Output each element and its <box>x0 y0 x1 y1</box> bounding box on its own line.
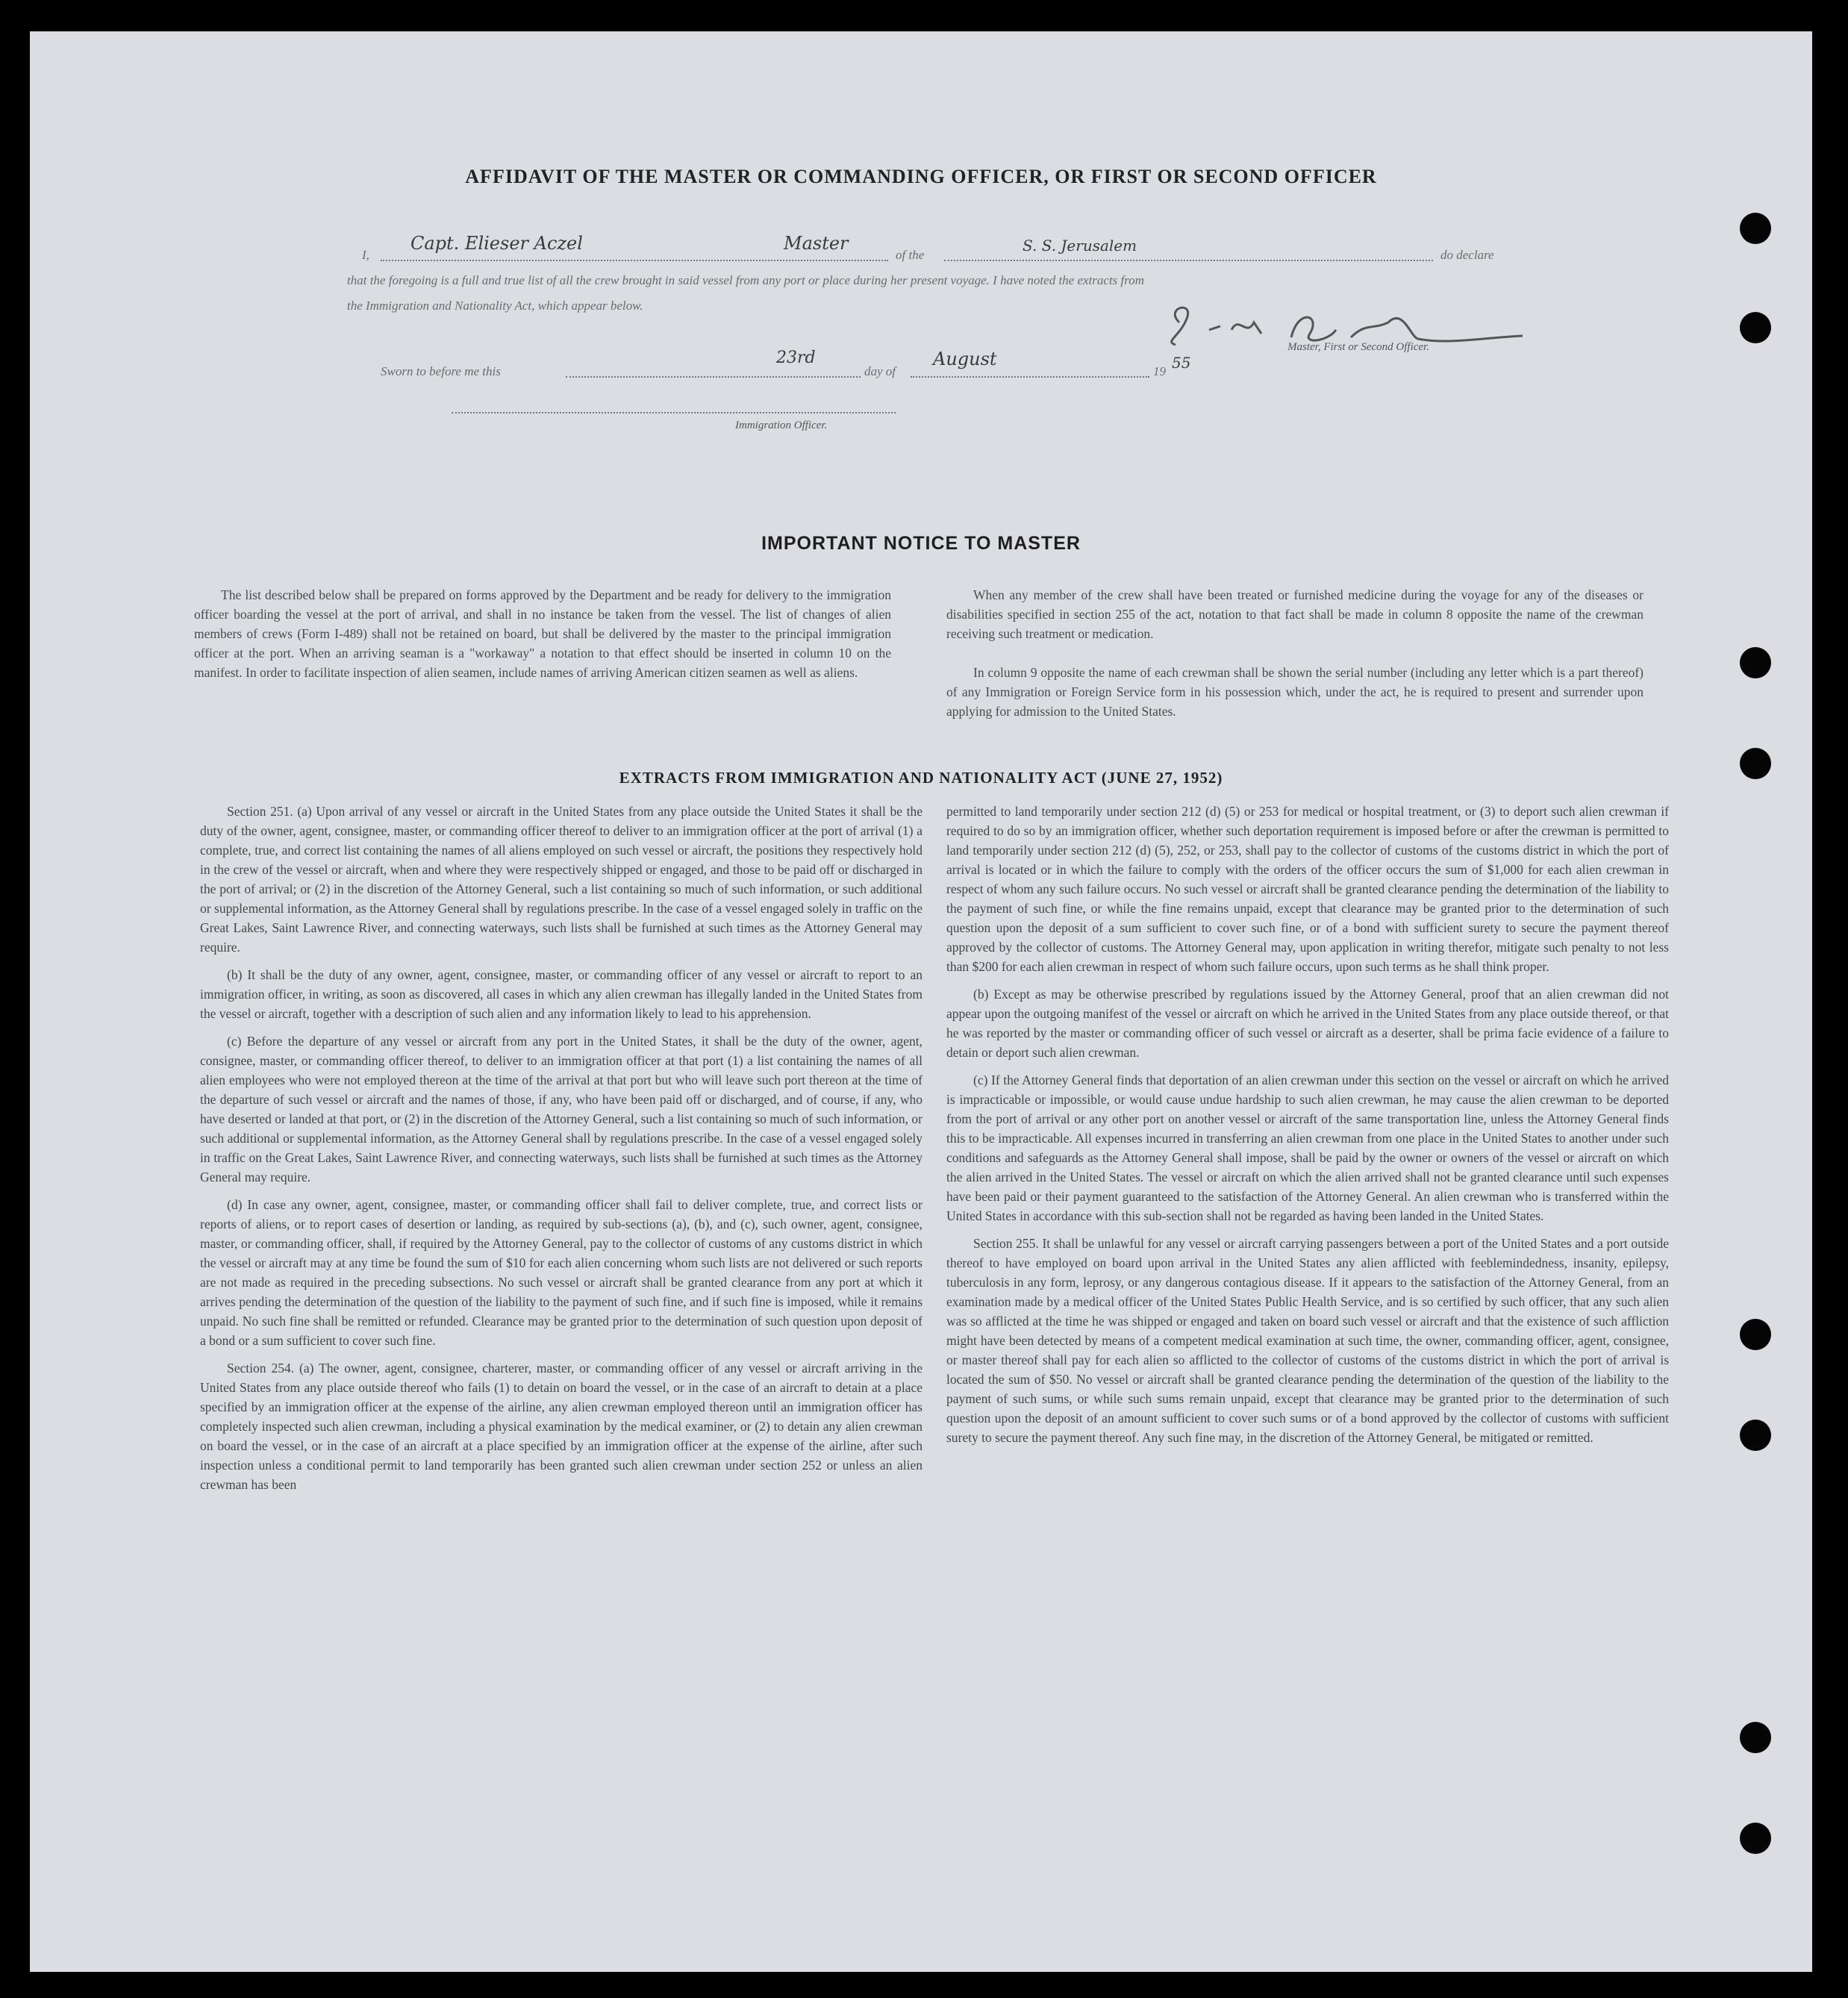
section-255: Section 255. It shall be unlawful for any vessel or aircraft carrying passengers between a port of the United States and a port outside thereof to have employed on board upon arrival in the United States any alien afflicted with feeblemindedness, insanity, epilepsy, tuberculosis in any form, leprosy, or any dangerous contagious disease. If it appears to the satisfaction of the Attorney General, from an examination made by a medical officer of the United States Public Health Service, and is so certified by such officer, that any such alien was so afflicted at the time he was shipped or engaged and taken on board such vessel or aircraft and that the existence of such affliction might have been detected by means of a competent medical examination at such time, the owner, commanding officer, agent, consignee, or master thereof shall pay for each alien so afflicted to the collector of customs of the customs district in which the port of arrival is located the sum of $50. No vessel or aircraft shall be granted clearance pending the determination of the question of the liability to the payment of such sums, or while such sums remain unpaid, except that clearance may be granted prior to the determination of such question upon the deposit of an amount sufficient to cover such sums or of a bond approved by the collector of customs with sufficient surety to secure the payment thereof. Any such fine may, in the discretion of the Attorney General, be mitigated or remitted. <box>946 1236 1669 1445</box>
officer-fill-line <box>452 412 896 413</box>
extracts-right-column <box>946 802 1669 1455</box>
sworn-day: 23rd <box>776 349 816 367</box>
name-fill-line <box>381 260 888 261</box>
punch-hole <box>1740 213 1771 244</box>
notice-title: IMPORTANT NOTICE TO MASTER <box>761 533 1081 554</box>
affidavit-title: AFFIDAVIT OF THE MASTER OR COMMANDING OFFICER, OR FIRST OR SECOND OFFICER <box>465 166 1377 187</box>
extracts-title: EXTRACTS FROM IMMIGRATION AND NATIONALITY ACT (JUNE 27, 1952) <box>619 769 1223 787</box>
declaration-line-3: the Immigration and Nationality Act, which appear below. <box>347 299 643 313</box>
declaration-prefix: I, <box>362 248 369 262</box>
punch-hole <box>1740 1722 1771 1753</box>
document-page <box>30 31 1812 1972</box>
sworn-year: 55 <box>1172 354 1191 372</box>
punch-hole <box>1740 312 1771 343</box>
of-the-label: of the <box>896 248 925 262</box>
declaration-line-2: that the foregoing is a full and true list of all the crew brought in said vessel from any port or place during her present voyage. I have noted the extracts from <box>347 273 1145 287</box>
section-254-b: (b) Except as may be otherwise prescribed by regulations issued by the Attorney General, proof that an alien crewman did not appear upon the outgoing manifest of the vessel or aircraft on which he arrived in the United States from any place outside thereof, or that he was reported by the master or commanding officer of such vessel or aircraft as a deserter, shall be prima facie evidence of a failure to detain or deport such alien crewman. <box>946 987 1669 1060</box>
section-254-a: Section 254. (a) The owner, agent, consignee, charterer, master, or commanding officer of any vessel or aircraft arriving in the United States from any place outside thereof who fails (1) to detain on board the vessel, or in the case of an aircraft to detain at a place specified by an immigration officer at the expense of the airline, any alien crewman employed thereon until an immigration officer has completely inspected such alien crewman, including a physical examination by the medical examiner, or (2) to detain any alien crewman on board the vessel, or in the case of an aircraft at a place specified by an immigration officer at the expense of the airline, after such inspection unless a conditional permit to land temporarily has been granted such alien crewman under section 252 or unless an alien crewman has been <box>200 1361 923 1492</box>
notice-right-paragraph-1: When any member of the crew shall have been treated or furnished medicine during the voyage for any of the diseases or disabilities specified in section 255 of the act, notation to that fact shall be made in column 8 opposite the name of the crewman receiving such treatment or medication. <box>946 587 1643 641</box>
sworn-month: August <box>933 349 997 369</box>
section-251-d: (d) In case any owner, agent, consignee, master, or commanding officer shall fail to deliver complete, true, and correct lists or reports of aliens, or to report cases of desertion or landing, as required by sub-sections (a), (b), and (c), such owner, agent, consignee, master, or commanding officer, shall, if required by the Attorney General, pay to the collector of customs of any customs district in which the vessel or aircraft may at any time be found the sum of $10 for each alien concerning whom such lists are not delivered or such reports are not made as required in the preceding subsections. No such vessel or aircraft shall be granted clearance from any port at which it arrives pending the determination of the question of the liability to the payment of such fine, and if such fine is imposed, while it remains unpaid. No such fine shall be remitted or refunded. Clearance may be granted prior to the determination of such question upon deposit of a bond or a sum sufficient to cover such fine. <box>200 1197 923 1348</box>
notice-right-paragraph-2: In column 9 opposite the name of each crewman shall be shown the serial number (including any letter which is a part thereof) of any Immigration or Foreign Service form in his possession which, under the act, he is required to present and surrender upon applying for admission to the United States. <box>946 665 1643 719</box>
year-prefix: 19 <box>1153 364 1166 378</box>
month-fill-line <box>911 376 1149 378</box>
master-signature <box>1149 285 1538 367</box>
master-name: Capt. Elieser Aczel <box>411 233 583 254</box>
do-declare-label: do declare <box>1440 248 1494 262</box>
section-251-b: (b) It shall be the duty of any owner, agent, consignee, master, or commanding officer of any vessel or aircraft to report to an immigration officer, in writing, as soon as discovered, all cases in which any alien crewman has illegally landed in the United States from the vessel or aircraft, together with a description of such alien and any information likely to lead to his apprehension. <box>200 967 923 1021</box>
punch-hole <box>1740 647 1771 678</box>
section-251-c: (c) Before the departure of any vessel or aircraft from any port in the United States, it shall be the duty of the owner, agent, consignee, master, or commanding officer thereof, to deliver to an immigration officer at that port (1) a list containing the names of all alien employees who were not employed thereon at the time of the arrival at that port but who will leave such port thereon at the time of the departure of such vessel or aircraft and the names of those, if any, who have been paid off or discharged, and of course, if any, who have deserted or landed at that port, or (2) in the discretion of the Attorney General, such a list containing so much of such information, or such additional or supplemental information, as the Attorney General shall by regulations prescribe. In the case of a vessel engaged solely in traffic on the Great Lakes, Saint Lawrence River, and connecting waterways, such lists shall be furnished at such times as the Attorney General may require. <box>200 1034 923 1184</box>
section-251-a: Section 251. (a) Upon arrival of any vessel or aircraft in the United States from any place outside the United States it shall be the duty of the owner, agent, consignee, master, or commanding officer thereof to deliver to an immigration officer at the port of arrival (1) a complete, true, and correct list containing the names of all aliens employed on such vessel or aircraft, the positions they respectively hold in the crew of the vessel or aircraft, when and where they were respectively shipped or engaged, and those to be paid off or discharged in the port of arrival; or (2) in the discretion of the Attorney General, such a list containing so much of such information, or such additional or supplemental information, as the Attorney General shall by regulations prescribe. In the case of a vessel engaged solely in traffic on the Great Lakes, Saint Lawrence River, and connecting waterways, such lists shall be furnished at such times as the Attorney General may require. <box>200 804 923 955</box>
sworn-prefix: Sworn to before me this <box>381 364 501 378</box>
officer-caption: Immigration Officer. <box>735 419 828 431</box>
vessel-name: S. S. Jerusalem <box>1023 237 1137 255</box>
punch-hole <box>1740 1823 1771 1854</box>
day-of-label: day of <box>864 364 896 378</box>
master-rank: Master <box>784 233 849 254</box>
master-caption: Master, First or Second Officer. <box>1287 341 1429 353</box>
punch-hole <box>1740 1319 1771 1350</box>
section-254-a-continued: permitted to land temporarily under section 212 (d) (5) or 253 for medical or hospital treatment, or (3) to deport such alien crewman if required to do so by an immigration officer, whether such deportation requirement is imposed before or after the crewman is permitted to land temporarily under section 212 (d) (5), 252, or 253, shall pay to the collector of customs of the customs district in which the port of arrival is located or in which the failure to comply with the orders of the officer occurs the sum of $1,000 for each alien crewman in respect of whom any such failure occurs. No such vessel or aircraft shall be granted clearance pending the determination of the liability to the payment of such fine, or while the fine remains unpaid, except that clearance may be granted prior to the determination of such question upon the deposit of a sum sufficient to cover such fine, or of a bond with sufficient surety to secure the payment thereof approved by the collector of customs. The Attorney General may, upon application in writing therefor, mitigate such penalty to not less than $200 for each alien crewman in respect of whom such failure occurs, upon such terms as he shall think proper. <box>946 804 1669 974</box>
day-fill-line <box>566 376 861 378</box>
punch-hole <box>1740 1420 1771 1451</box>
section-254-c: (c) If the Attorney General finds that deportation of an alien crewman under this section on the vessel or aircraft on which he arrived is impracticable or impossible, or would cause undue hardship to such alien crewman, he may cause the alien crewman to be deported from the port of arrival or any other port on another vessel or aircraft of the same transportation line, unless the Attorney General finds this to be impracticable. All expenses incurred in transferring an alien crewman from one place in the United States to another under such conditions and safeguards as the Attorney General shall impose, shall be paid by the owner or owners of the vessel or aircraft on which the alien arrived in the United States. The vessel or aircraft on which the alien arrived shall not be granted clearance until such expenses have been paid or their payment guaranteed to the satisfaction of the Attorney General. An alien crewman who is transferred within the United States in accordance with this sub-section shall not be regarded as having been landed in the United States. <box>946 1073 1669 1223</box>
extracts-left-column <box>200 802 923 1502</box>
punch-hole <box>1740 748 1771 779</box>
notice-left-paragraph: The list described below shall be prepared on forms approved by the Department and be ready for delivery to the immigration officer boarding the vessel at the port of arrival, and shall in no instance be taken from the vessel. The list of changes of alien members of crews (Form I-489) shall not be retained on board, but shall be delivered by the master to the principal immigration officer at the port. When an arriving seaman is a "workaway" a notation to that effect should be inserted in column 10 on the manifest. In order to facilitate inspection of alien seamen, include names of arriving American citizen seamen as well as aliens. <box>194 587 891 680</box>
vessel-fill-line <box>944 260 1433 261</box>
